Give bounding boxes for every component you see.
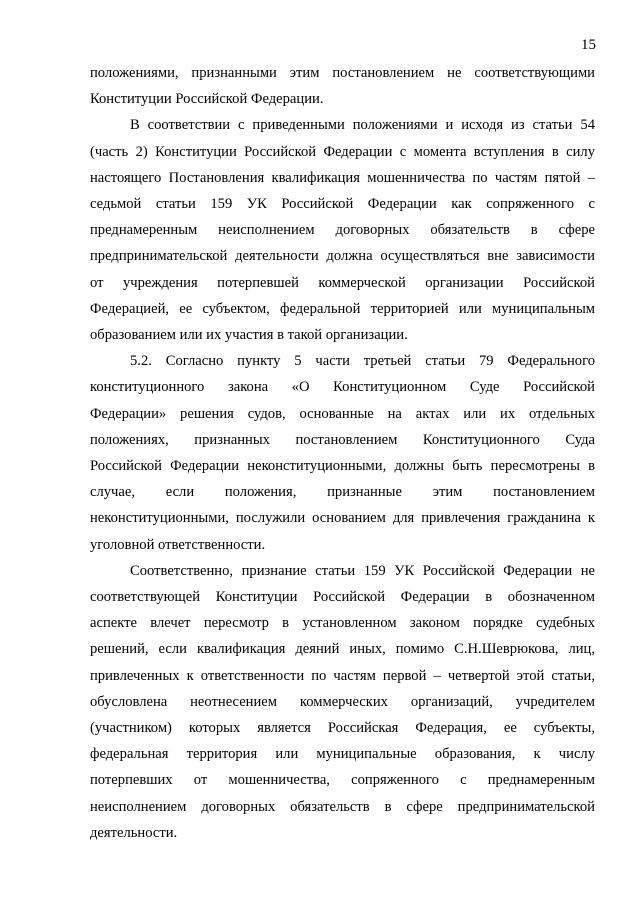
text-line: преднамеренным неисполнением договорных обязательств в сфере [90,222,595,239]
text-line: аспекте влечет пересмотр в установленном законом порядке судебных [90,615,595,632]
text-line: настоящего Постановления квалификация мошенничества по частям пятой – [90,169,595,186]
paragraph [90,558,595,846]
text-line: обусловлена неотнесением коммерческих организаций, учредителем [90,693,595,710]
text-line: неисполнением договорных обязательств в сфере предпринимательской [90,798,595,815]
text-line: 5.2. Согласно пункту 5 части третьей статьи 79 Федерального [130,353,595,370]
text-line: положениями, признанными этим постановлением не соответствующими [90,65,595,81]
text-line: деятельности. [90,824,178,841]
text-line: от учреждения потерпевшей коммерческой организации Российской [90,274,595,291]
text-line: Соответственно, признание статьи 159 УК Российской Федерации не [130,562,595,579]
text-line: Федерации» решения судов, основанные на актах или их отдельных [90,405,595,422]
text-line: (участником) которых является Российская Федерация, ее субъекты, [90,720,595,737]
paragraph [90,348,595,558]
text-line: случае, если положения, признанные этим постановлением [90,484,595,501]
text-line: образованием или их участия в такой организации. [90,327,408,344]
text-line: привлеченных к ответственности по частям первой – четвертой этой статьи, [90,667,595,684]
text-line: уголовной ответственности. [90,536,266,553]
text-line: федеральная территория или муниципальные образования, к числу [90,746,595,763]
paragraph [90,60,595,112]
text-line: (часть 2) Конституции Российской Федерации с момента вступления в силу [90,143,595,160]
document-body [90,60,595,846]
text-line: Конституции Российской Федерации. [90,91,324,108]
text-line: предпринимательской деятельности должна осуществляться вне зависимости [90,248,595,265]
page-number: 15 [581,37,596,53]
text-line: В соответствии с приведенными положениями и исходя из статьи 54 [130,117,595,134]
text-line: соответствующей Конституции Российской Федерации в обозначенном [90,589,595,606]
text-line: неконституционными, послужили основанием для привлечения гражданина к [90,510,595,527]
paragraph [90,112,595,348]
text-line: Российской Федерации неконституционными, должны быть пересмотрены в [90,458,595,475]
text-line: потерпевших от мошенничества, сопряженного с преднамеренным [90,772,595,789]
text-line: седьмой статьи 159 УК Российской Федерации как сопряженного с [90,196,595,213]
text-line: конституционного закона «О Конституционном Суде Российской [90,379,595,396]
text-line: решений, если квалификация деяний иных, помимо С.Н.Шеврюкова, лиц, [90,641,595,658]
text-line: положениях, признанных постановлением Конституционного Суда [90,431,595,448]
text-line: Федерацией, ее субъектом, федеральной территорией или муниципальным [90,300,595,317]
